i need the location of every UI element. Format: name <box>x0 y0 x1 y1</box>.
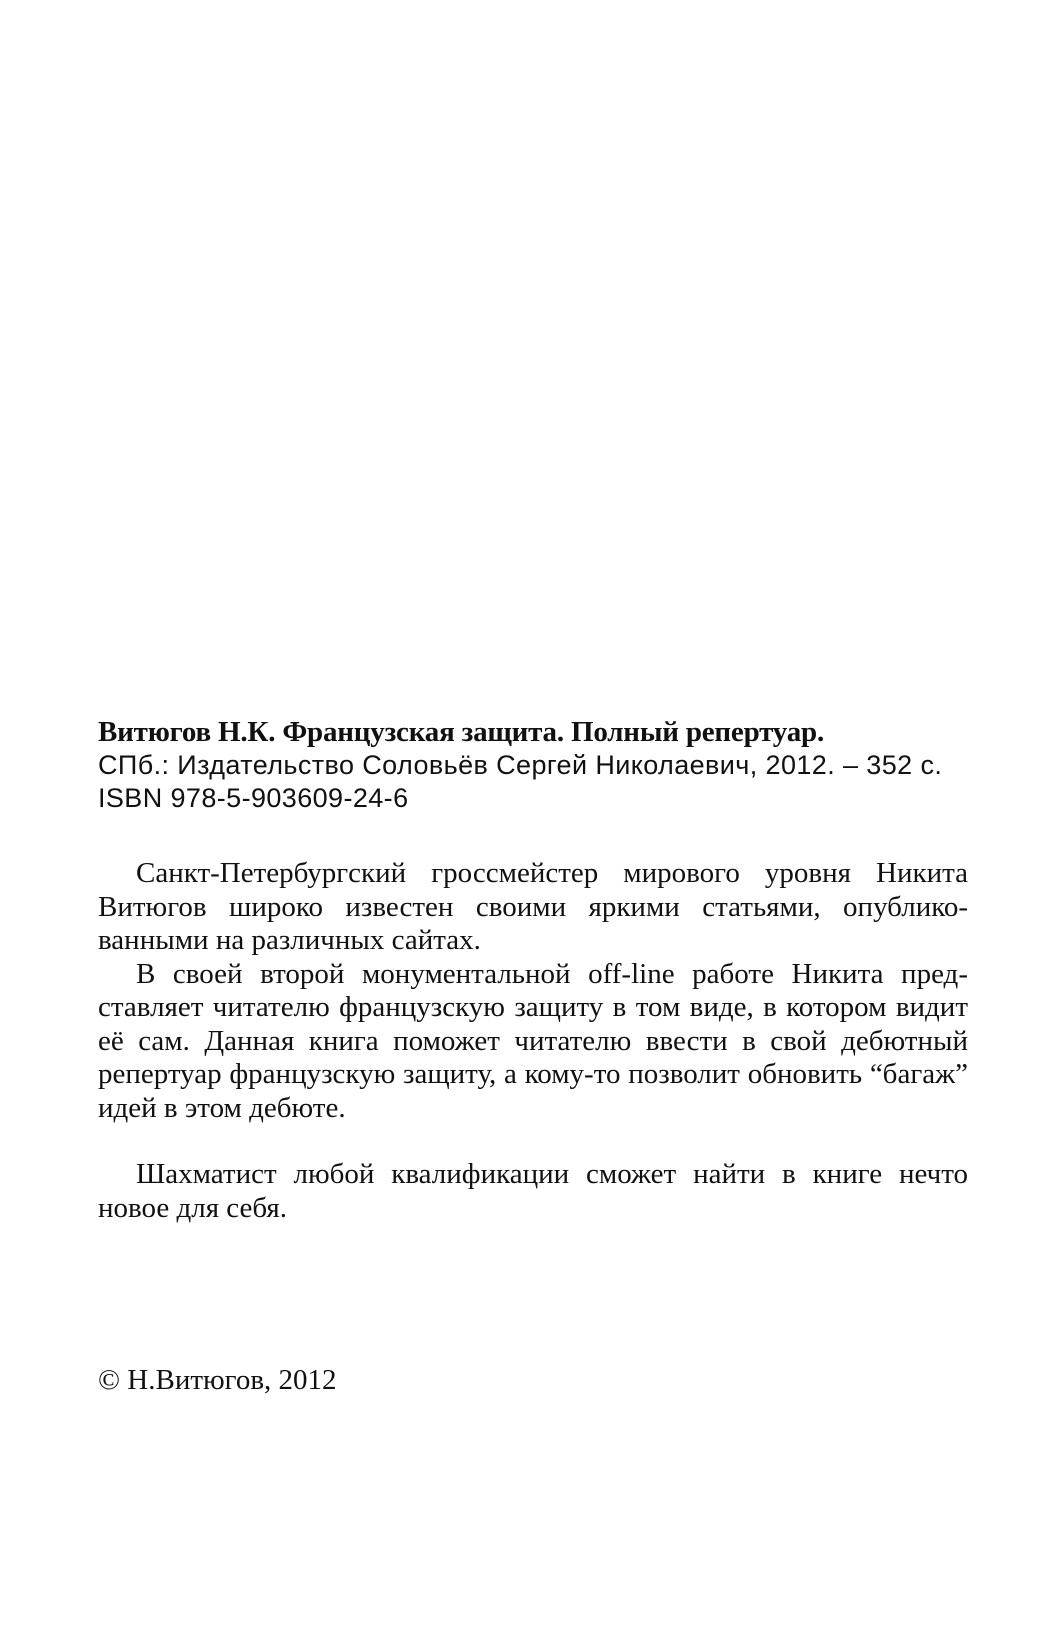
book-annotation <box>98 857 968 1225</box>
author-title-line: Витюгов Н.К. Французская защита. Полный репертуар. <box>98 716 825 748</box>
annotation-paragraph-audience: Шахматист любой квалификации сможет найти в книге нечто новое для себя. <box>98 1158 968 1224</box>
annotation-paragraph-content: В своей второй монументальной off-line работе Никита представляет читателю французскую защиту в том виде, в котором видит её сам. Данная книга поможет читателю ввести в свой дебютный репертуар французскую защиту, а кому-то позволит обновить “багаж” идей в этом дебюте. <box>98 957 968 1124</box>
isbn-line: ISBN 978-5-903609-24-6 <box>98 783 409 813</box>
annotation-paragraph-author: Санкт-Петербургский гроссмейстер мирового уровня Никита Витюгов широко известен своими яркими статьями, опубликованными на различных сайтах. <box>98 857 968 956</box>
copyright-notice: © Н.Витюгов, 2012 <box>98 1364 337 1396</box>
publisher-imprint-line: СПб.: Издательство Соловьёв Сергей Николаевич, 2012. – 352 с. <box>98 750 943 780</box>
bibliographic-record <box>98 716 968 815</box>
